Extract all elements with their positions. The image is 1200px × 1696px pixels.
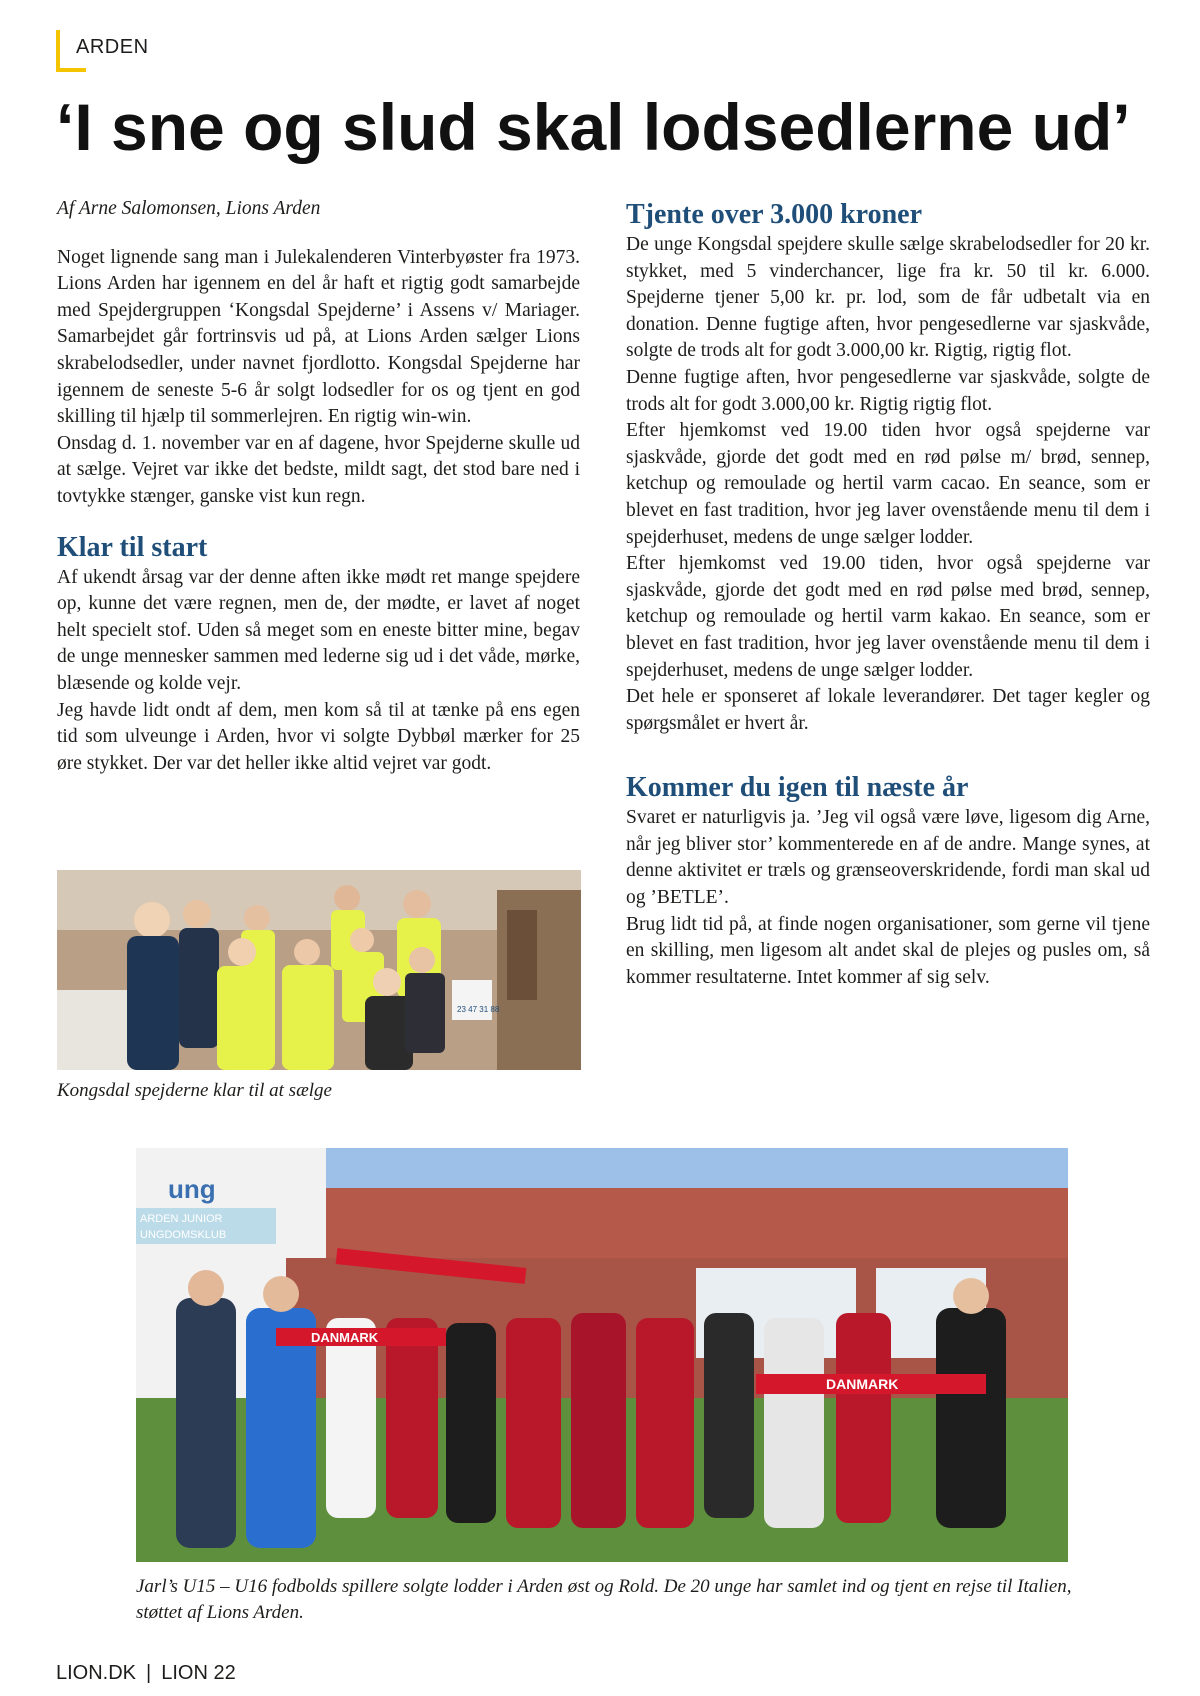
photo-football-sign-line3: UNGDOMSKLUB	[140, 1229, 227, 1241]
subhead-klar-til-start: Klar til start	[57, 531, 208, 563]
body-paragraph: Svaret er naturligvis ja. ’Jeg vil også være løve, ligesom dig Arne, når jeg bliver stor’ kommenterede en af de andre. Mange synes, at denne aktivitet er træls og grænseoverskridende, fordi man skal ud og ’BETLE’.	[626, 807, 1150, 909]
intro-paragraph-2: Onsdag d. 1. november var en af dagene, hvor Spejderne skulle ud at sælge. Vejret var ikke det bedste, mildt sagt, det stod bare ned i tovtykke stænger, ganske vist kun regn.	[57, 432, 580, 507]
section-label: ARDEN	[76, 36, 149, 58]
spacer	[57, 511, 580, 531]
footer-page-number: LION 22	[161, 1662, 236, 1684]
body-paragraph: Efter hjemkomst ved 19.00 tiden hvor også spejderne var sjaskvåde, gjorde det godt med en rød pølse m/ brød, sennep, ketchup og remoulade og hertil varm cacao. En seance, som er blevet en fast tradition, hvor jeg laver ovenstående menu til dem i spejderhuset, medens de unge sælger lodder.	[626, 420, 1150, 548]
subhead-kommer-du-igen: Kommer du igen til næste år	[626, 772, 969, 804]
photo-scouts-caption: Kongsdal spejderne klar til at sælge	[57, 1080, 332, 1101]
photo-scouts-illustration	[57, 870, 581, 1070]
photo-football-team	[136, 1148, 1068, 1562]
spacer	[626, 737, 1150, 771]
article-headline: ‘I sne og slud skal lodsedlerne ud’	[56, 90, 1131, 164]
footer-separator: |	[146, 1662, 152, 1684]
body-paragraph: Brug lidt tid på, at finde nogen organisationer, som gerne vil tjene en skilling, men ligesom alt andet skal de plejes og pusles om, så kommer resultaterne. Intet kommer af sig selv.	[626, 913, 1150, 988]
intro-paragraph-1: Noget lignende sang man i Julekalenderen Vinterbyøster fra 1973. Lions Arden har igennem en del år haft et rigtig godt samarbejde med Spejdergruppen ‘Kongsdal Spejderne’ i Assens v/ Mariager. Samarbejdet går fortrinsvis ud på, at Lions Arden sælger Lions skrabelodsedler, under navnet fjordlotto. Kongsdal Spejderne har igennem de seneste 5-6 år solgt lodsedler for os og tjent en god skilling til hjælp til sommerlejren. En rigtig win-win.	[57, 246, 580, 428]
body-paragraph: De unge Kongsdal spejdere skulle sælge skrabelodsedler for 20 kr. stykket, med 5 vinderchancer, lige fra kr. 50 til kr. 6.000. Spejderne tjener 5,00 kr. pr. lod, som de får udbetalt via en donation. Denne fugtige aften, hvor pengesedlerne var sjaskvåde, solgte de trods alt for godt 3.000,00 kr. Rigtig, rigtig flot.	[626, 234, 1150, 362]
left-column	[57, 196, 580, 777]
photo-football-sign-line2: ARDEN JUNIOR	[140, 1213, 223, 1225]
photo-football-illustration	[136, 1148, 1068, 1562]
body-paragraph: Det hele er sponseret af lokale leverandører. Det tager kegler og spørgsmålet er hvert år.	[626, 686, 1150, 734]
photo-football-scarf-text: DANMARK	[311, 1330, 379, 1345]
photo-scouts-sign-text: 23 47 31 88	[457, 1005, 500, 1014]
photo-football-caption: Jarl’s U15 – U16 fodbolds spillere solgte lodder i Arden øst og Rold. De 20 unge har samlet ind og tjent en rejse til Italien, støttet af Lions Arden.	[136, 1576, 1072, 1623]
photo-scouts	[57, 870, 581, 1070]
photo-football-scarf-text: DANMARK	[826, 1376, 899, 1392]
photo-football-sign-line1: ung	[168, 1174, 216, 1204]
body-paragraph: Af ukendt årsag var der denne aften ikke mødt ret mange spejdere op, kunne det være regnen, men de, der mødte, er lavet af noget helt specielt stof. Uden så meget som en eneste bitter mine, begav de unge mennesker sammen med lederne sig ud i det våde, mørke, blæsende og kolde vejr.	[57, 566, 580, 694]
body-paragraph: Efter hjemkomst ved 19.00 tiden, hvor også spejderne var sjaskvåde, gjorde det godt med en rød pølse med brød, sennep, ketchup og remoulade og hertil varm kakao. En seance, som er blevet en fast tradition, hvor jeg laver ovenstående menu til dem i spejderhuset, medens de unge sælger lodder.	[626, 553, 1150, 681]
byline: Af Arne Salomonsen, Lions Arden	[57, 198, 321, 219]
section-tag-bar-vertical	[56, 30, 60, 72]
subhead-tjente-over: Tjente over 3.000 kroner	[626, 199, 923, 230]
body-paragraph: Denne fugtige aften, hvor pengesedlerne var sjaskvåde, solgte de trods alt for godt 3.000,00 kr. Rigtig rigtig flot.	[626, 366, 1150, 415]
body-paragraph: Jeg havde lidt ondt af dem, men kom så til at tænke på ens egen tid som ulveunge i Arden, hvor vi solgte Dybbøl mærker for 25 øre stykket. Der var det heller ikke altid vejret var godt.	[57, 699, 580, 774]
section-tag-bar-horizontal	[56, 68, 86, 72]
footer-site: LION.DK	[56, 1662, 137, 1684]
right-column	[626, 198, 1150, 991]
page-footer	[56, 1662, 236, 1685]
